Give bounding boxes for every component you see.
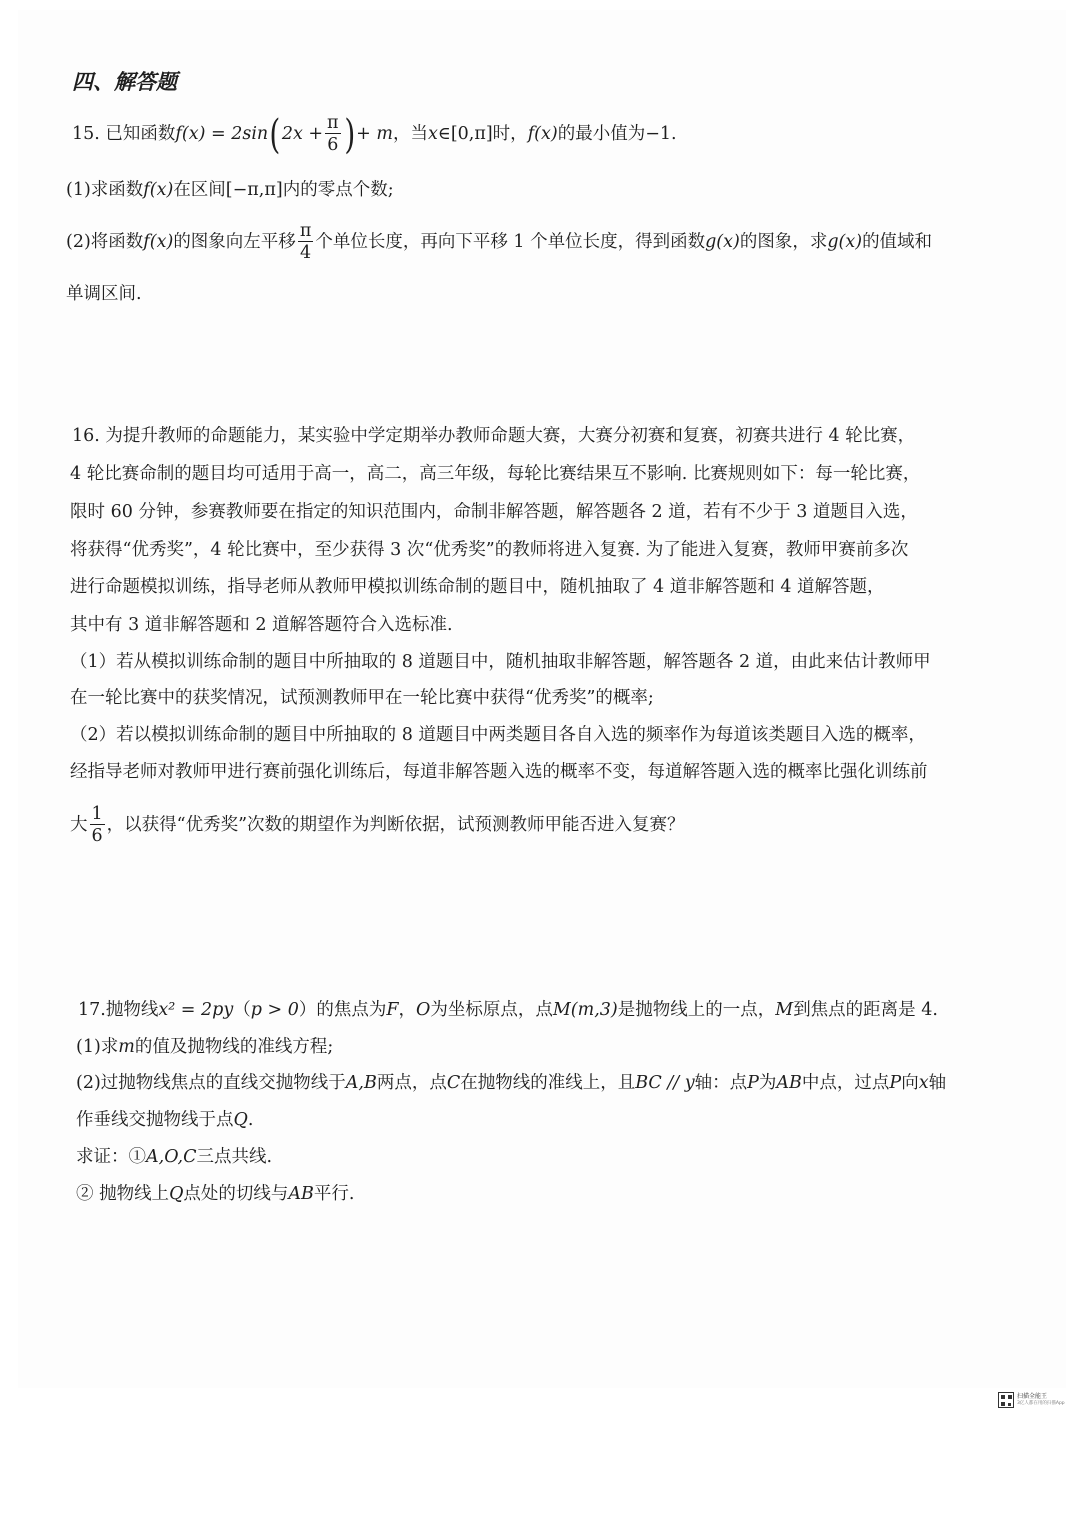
q15-part2: (2)将函数f(x)的图象向左平移 $\frac{\pi}{4}$ 个单位长度，再向下平移 1 个单位长度，得到函数g(x)的图象，求g(x)的值域和 — [66, 221, 933, 263]
q15-part2-cont: 单调区间. — [66, 284, 142, 304]
q16-line-6: 其中有 3 道非解答题和 2 道解答题符合入选标准. — [70, 615, 453, 635]
section-heading: 四、解答题 — [72, 69, 177, 94]
q15-number: 15. — [72, 124, 100, 144]
watermark-subtitle: 3亿人都在用的扫描App — [1017, 1401, 1065, 1406]
q16-line-8: 在一轮比赛中的获奖情况，试预测教师甲在一轮比赛中获得“优秀奖”的概率; — [70, 688, 654, 708]
q16-line-11: 大 $\frac{1}{6}$ ，以获得“优秀奖”次数的期望作为判断依据，试预测教师甲能否进入复赛？ — [70, 804, 685, 846]
q15-stem: 15. 已知函数f(x) = 2sin(2x + $\frac{\pi}{6}$ )+ m，当x∈[0,π]时，f(x)的最小值为−1. — [72, 111, 677, 158]
q16-line-9: （2）若以模拟训练命制的题目中所抽取的 8 道题目中两类题目各自入选的频率作为每道该类题目入选的概率， — [70, 725, 926, 745]
q17-proof-1: 求证：①A,O,C三点共线. — [76, 1147, 273, 1167]
q17-part2-cont: 作垂线交抛物线于点Q. — [76, 1110, 254, 1130]
one-sixth-fraction: $\frac{1}{6}$ — [91, 804, 103, 846]
q15-part1: (1)求函数f(x)在区间[−π,π]内的零点个数; — [66, 180, 394, 200]
q16-line-3: 限时 60 分钟，参赛教师要在指定的知识范围内，命制非解答题，解答题各 2 道，若有不少于 3 道题目入选， — [70, 502, 918, 522]
q16-line-5: 进行命题模拟训练，指导老师从教师甲模拟训练命制的题目中，随机抽取了 4 道非解答题和 4 道解答题， — [70, 577, 885, 597]
pi-over-4-fraction: $\frac{\pi}{4}$ — [299, 221, 312, 263]
q16-line-7: （1）若从模拟训练命制的题目中所抽取的 8 道题目中，随机抽取非解答题，解答题各 2 道，由此来估计教师甲 — [70, 652, 931, 672]
q17-line-1: 17.抛物线x² = 2py（p > 0）的焦点为F，O为坐标原点，点M(m,3)是抛物线上的一点，M到焦点的距离是 4. — [78, 1000, 938, 1020]
q16-line-10: 经指导老师对教师甲进行赛前强化训练后，每道非解答题入选的概率不变，每道解答题入选的概率比强化训练前 — [70, 762, 928, 782]
q17-proof-2: ② 抛物线上Q点处的切线与AB平行. — [76, 1184, 355, 1204]
qr-code-icon — [998, 1392, 1014, 1408]
q17-part1: (1)求m的值及抛物线的准线方程; — [76, 1037, 334, 1057]
q16-line-1: 16. 为提升教师的命题能力，某实验中学定期举办教师命题大赛，大赛分初赛和复赛，初赛共进行 4 轮比赛， — [72, 426, 916, 446]
q17-part2: (2)过抛物线焦点的直线交抛物线于A,B两点，点C在抛物线的准线上，且BC // y轴：点P为AB中点，过点P向x轴 — [76, 1073, 947, 1093]
watermark-title: 扫描全能王 — [1017, 1393, 1048, 1400]
pi-over-6-fraction: $\frac{\pi}{6}$ — [327, 113, 339, 155]
q16-line-2: 4 轮比赛命制的题目均可适用于高一，高二，高三年级，每轮比赛结果互不影响. 比赛规则如下：每一轮比赛， — [70, 464, 921, 484]
q16-line-4: 将获得“优秀奖”，4 轮比赛中，至少获得 3 次“优秀奖”的教师将进入复赛. 为了能进入复赛，教师甲赛前多次 — [70, 540, 909, 560]
